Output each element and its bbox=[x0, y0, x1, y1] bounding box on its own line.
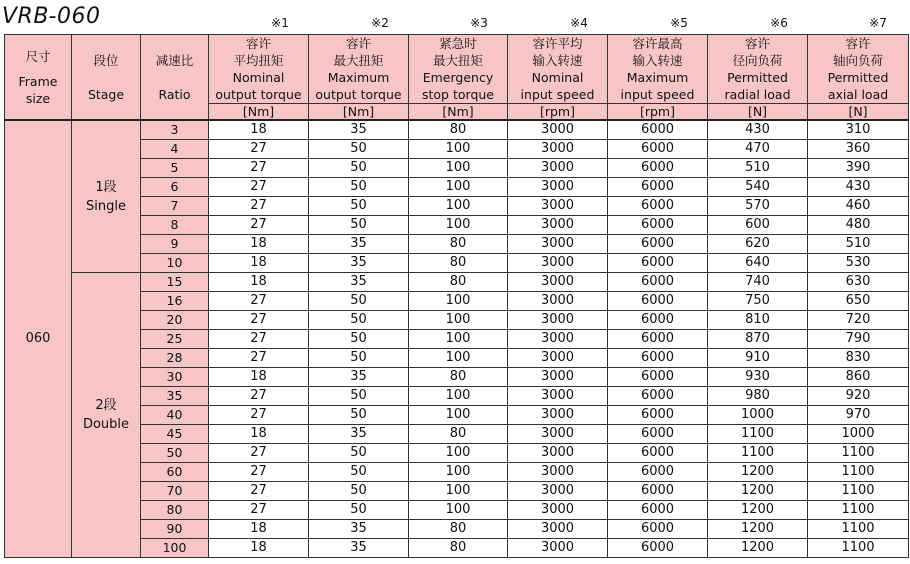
stage-en: Double bbox=[82, 417, 130, 432]
value-cell: 620 bbox=[708, 235, 808, 254]
table-row bbox=[5, 254, 909, 273]
ratio-cell: 8 bbox=[141, 216, 209, 235]
value-cell: 6000 bbox=[608, 387, 708, 406]
header-nominal-output-torque bbox=[209, 35, 309, 104]
header-en: Nominal bbox=[531, 70, 584, 85]
header-cn: 容许 bbox=[744, 36, 770, 51]
value-cell: 100 bbox=[409, 178, 508, 197]
table-row bbox=[5, 178, 909, 197]
note-marker: ※6 bbox=[770, 16, 788, 30]
value-cell: 100 bbox=[409, 311, 508, 330]
value-cell: 1100 bbox=[708, 444, 808, 463]
table-row bbox=[5, 501, 909, 520]
header-permitted-radial-load bbox=[708, 35, 808, 104]
value-cell: 510 bbox=[708, 159, 808, 178]
value-cell: 570 bbox=[708, 197, 808, 216]
value-cell: 1200 bbox=[708, 482, 808, 501]
value-cell: 3000 bbox=[508, 501, 608, 520]
value-cell: 530 bbox=[808, 254, 909, 273]
value-cell: 27 bbox=[209, 311, 309, 330]
value-cell: 6000 bbox=[608, 216, 708, 235]
note-marker: ※2 bbox=[371, 16, 389, 30]
table-row bbox=[5, 197, 909, 216]
header-cn: 容许 bbox=[845, 36, 871, 51]
value-cell: 27 bbox=[209, 349, 309, 368]
value-cell: 3000 bbox=[508, 159, 608, 178]
value-cell: 6000 bbox=[608, 254, 708, 273]
value-cell: 50 bbox=[309, 482, 409, 501]
header-cn: 轴向负荷 bbox=[832, 53, 883, 68]
note-marker: ※5 bbox=[670, 16, 688, 30]
value-cell: 18 bbox=[209, 273, 309, 292]
value-cell: 790 bbox=[808, 330, 909, 349]
value-cell: 100 bbox=[409, 482, 508, 501]
value-cell: 3000 bbox=[508, 425, 608, 444]
table-row bbox=[5, 140, 909, 159]
table-row bbox=[5, 330, 909, 349]
value-cell: 35 bbox=[309, 368, 409, 387]
value-cell: 6000 bbox=[608, 330, 708, 349]
table-row bbox=[5, 539, 909, 558]
note-marker: ※7 bbox=[869, 16, 887, 30]
value-cell: 1100 bbox=[808, 501, 909, 520]
table-row bbox=[5, 425, 909, 444]
value-cell: 50 bbox=[309, 387, 409, 406]
table-row bbox=[5, 159, 909, 178]
header-cn: 平均扭矩 bbox=[233, 53, 284, 68]
table-row bbox=[5, 520, 909, 539]
value-cell: 310 bbox=[808, 120, 909, 140]
header-en: size bbox=[25, 90, 51, 106]
value-cell: 35 bbox=[309, 425, 409, 444]
value-cell: 3000 bbox=[508, 254, 608, 273]
spec-table bbox=[4, 34, 909, 558]
value-cell: 18 bbox=[209, 425, 309, 444]
header-ratio bbox=[141, 35, 209, 121]
header-cn: 段位 bbox=[93, 52, 119, 68]
ratio-cell: 10 bbox=[141, 254, 209, 273]
stage-cell bbox=[72, 273, 141, 558]
value-cell: 6000 bbox=[608, 368, 708, 387]
value-cell: 3000 bbox=[508, 482, 608, 501]
value-cell: 80 bbox=[409, 539, 508, 558]
table-row bbox=[5, 235, 909, 254]
unit-label: [Nm] bbox=[209, 104, 309, 121]
value-cell: 3000 bbox=[508, 140, 608, 159]
value-cell: 6000 bbox=[608, 520, 708, 539]
value-cell: 970 bbox=[808, 406, 909, 425]
value-cell: 720 bbox=[808, 311, 909, 330]
value-cell: 740 bbox=[708, 273, 808, 292]
value-cell: 27 bbox=[209, 178, 309, 197]
value-cell: 650 bbox=[808, 292, 909, 311]
ratio-cell: 4 bbox=[141, 140, 209, 159]
value-cell: 100 bbox=[409, 159, 508, 178]
header-en: Maximum bbox=[327, 70, 390, 85]
header-en: output torque bbox=[215, 87, 302, 102]
value-cell: 6000 bbox=[608, 501, 708, 520]
header-permitted-axial-load bbox=[808, 35, 909, 104]
value-cell: 3000 bbox=[508, 520, 608, 539]
value-cell: 3000 bbox=[508, 273, 608, 292]
value-cell: 50 bbox=[309, 330, 409, 349]
value-cell: 6000 bbox=[608, 273, 708, 292]
value-cell: 3000 bbox=[508, 349, 608, 368]
header-cn: 最大扭矩 bbox=[432, 53, 483, 68]
value-cell: 510 bbox=[808, 235, 909, 254]
value-cell: 750 bbox=[708, 292, 808, 311]
unit-label: [N] bbox=[708, 104, 808, 121]
value-cell: 100 bbox=[409, 444, 508, 463]
value-cell: 360 bbox=[808, 140, 909, 159]
ratio-cell: 28 bbox=[141, 349, 209, 368]
value-cell: 27 bbox=[209, 197, 309, 216]
header-en: Frame bbox=[18, 73, 58, 89]
ratio-cell: 16 bbox=[141, 292, 209, 311]
header-cn: 减速比 bbox=[155, 52, 194, 68]
value-cell: 870 bbox=[708, 330, 808, 349]
value-cell: 6000 bbox=[608, 349, 708, 368]
ratio-cell: 30 bbox=[141, 368, 209, 387]
value-cell: 1100 bbox=[708, 425, 808, 444]
header-maximum-output-torque bbox=[309, 35, 409, 104]
table-row bbox=[5, 387, 909, 406]
value-cell: 3000 bbox=[508, 235, 608, 254]
table-row bbox=[5, 120, 909, 140]
ratio-cell: 25 bbox=[141, 330, 209, 349]
header-cn: 输入转速 bbox=[632, 53, 683, 68]
value-cell: 27 bbox=[209, 463, 309, 482]
value-cell: 6000 bbox=[608, 197, 708, 216]
value-cell: 50 bbox=[309, 349, 409, 368]
value-cell: 18 bbox=[209, 235, 309, 254]
header-en: axial load bbox=[827, 87, 889, 102]
value-cell: 35 bbox=[309, 235, 409, 254]
value-cell: 1000 bbox=[708, 406, 808, 425]
value-cell: 1100 bbox=[808, 482, 909, 501]
header-en: Maximum bbox=[626, 70, 689, 85]
value-cell: 27 bbox=[209, 501, 309, 520]
value-cell: 3000 bbox=[508, 539, 608, 558]
value-cell: 1100 bbox=[808, 539, 909, 558]
value-cell: 3000 bbox=[508, 120, 608, 140]
value-cell: 460 bbox=[808, 197, 909, 216]
table-row bbox=[5, 311, 909, 330]
unit-label: [Nm] bbox=[409, 104, 508, 121]
value-cell: 50 bbox=[309, 140, 409, 159]
value-cell: 100 bbox=[409, 292, 508, 311]
value-cell: 1000 bbox=[808, 425, 909, 444]
value-cell: 80 bbox=[409, 254, 508, 273]
unit-label: [rpm] bbox=[608, 104, 708, 121]
header-en: stop torque bbox=[422, 87, 494, 102]
value-cell: 100 bbox=[409, 406, 508, 425]
value-cell: 50 bbox=[309, 216, 409, 235]
value-cell: 6000 bbox=[608, 178, 708, 197]
ratio-cell: 7 bbox=[141, 197, 209, 216]
value-cell: 1200 bbox=[708, 520, 808, 539]
value-cell: 430 bbox=[708, 120, 808, 140]
header-cn: 最大扭矩 bbox=[333, 53, 384, 68]
value-cell: 6000 bbox=[608, 406, 708, 425]
value-cell: 100 bbox=[409, 349, 508, 368]
frame-size-cell: 060 bbox=[5, 120, 72, 558]
value-cell: 50 bbox=[309, 406, 409, 425]
ratio-cell: 3 bbox=[141, 120, 209, 140]
value-cell: 6000 bbox=[608, 159, 708, 178]
value-cell: 6000 bbox=[608, 482, 708, 501]
note-markers bbox=[210, 16, 910, 34]
value-cell: 3000 bbox=[508, 216, 608, 235]
value-cell: 3000 bbox=[508, 197, 608, 216]
value-cell: 6000 bbox=[608, 463, 708, 482]
table-row bbox=[5, 292, 909, 311]
value-cell: 100 bbox=[409, 216, 508, 235]
value-cell: 930 bbox=[708, 368, 808, 387]
ratio-cell: 100 bbox=[141, 539, 209, 558]
header-en: Permitted bbox=[727, 70, 788, 85]
value-cell: 80 bbox=[409, 520, 508, 539]
table-row bbox=[5, 406, 909, 425]
value-cell: 3000 bbox=[508, 368, 608, 387]
table-row bbox=[5, 482, 909, 501]
value-cell: 18 bbox=[209, 368, 309, 387]
header-cn: 尺寸 bbox=[25, 48, 51, 64]
value-cell: 920 bbox=[808, 387, 909, 406]
value-cell: 430 bbox=[808, 178, 909, 197]
value-cell: 1100 bbox=[808, 463, 909, 482]
value-cell: 1100 bbox=[808, 444, 909, 463]
ratio-cell: 9 bbox=[141, 235, 209, 254]
header-en: Permitted bbox=[827, 70, 889, 85]
value-cell: 18 bbox=[209, 539, 309, 558]
value-cell: 100 bbox=[409, 197, 508, 216]
header-en: input speed bbox=[520, 87, 595, 102]
value-cell: 50 bbox=[309, 463, 409, 482]
value-cell: 6000 bbox=[608, 444, 708, 463]
value-cell: 35 bbox=[309, 520, 409, 539]
table-row bbox=[5, 216, 909, 235]
value-cell: 6000 bbox=[608, 120, 708, 140]
header-cn: 容许平均 bbox=[532, 36, 583, 51]
value-cell: 540 bbox=[708, 178, 808, 197]
value-cell: 80 bbox=[409, 368, 508, 387]
value-cell: 27 bbox=[209, 159, 309, 178]
value-cell: 6000 bbox=[608, 311, 708, 330]
value-cell: 27 bbox=[209, 292, 309, 311]
value-cell: 830 bbox=[808, 349, 909, 368]
value-cell: 100 bbox=[409, 463, 508, 482]
value-cell: 860 bbox=[808, 368, 909, 387]
stage-en: Single bbox=[86, 198, 126, 214]
value-cell: 6000 bbox=[608, 292, 708, 311]
header-en: output torque bbox=[315, 87, 402, 102]
value-cell: 1200 bbox=[708, 501, 808, 520]
page-title: VRB-060 bbox=[2, 4, 101, 29]
value-cell: 50 bbox=[309, 444, 409, 463]
ratio-cell: 50 bbox=[141, 444, 209, 463]
value-cell: 630 bbox=[808, 273, 909, 292]
unit-label: [rpm] bbox=[508, 104, 608, 121]
header-maximum-input-speed bbox=[608, 35, 708, 104]
ratio-cell: 80 bbox=[141, 501, 209, 520]
value-cell: 80 bbox=[409, 273, 508, 292]
header-frame-size bbox=[5, 35, 72, 121]
note-marker: ※4 bbox=[570, 16, 588, 30]
value-cell: 35 bbox=[309, 539, 409, 558]
value-cell: 50 bbox=[309, 178, 409, 197]
header-stage bbox=[72, 35, 141, 121]
header-nominal-input-speed bbox=[508, 35, 608, 104]
value-cell: 27 bbox=[209, 482, 309, 501]
value-cell: 810 bbox=[708, 311, 808, 330]
note-marker: ※3 bbox=[470, 16, 488, 30]
value-cell: 100 bbox=[409, 330, 508, 349]
value-cell: 50 bbox=[309, 311, 409, 330]
stage-cell bbox=[72, 120, 141, 273]
header-cn: 紧急时 bbox=[439, 36, 477, 51]
ratio-cell: 45 bbox=[141, 425, 209, 444]
value-cell: 3000 bbox=[508, 444, 608, 463]
value-cell: 80 bbox=[409, 120, 508, 140]
value-cell: 3000 bbox=[508, 463, 608, 482]
value-cell: 50 bbox=[309, 159, 409, 178]
header-cn: 径向负荷 bbox=[732, 53, 783, 68]
value-cell: 910 bbox=[708, 349, 808, 368]
ratio-cell: 35 bbox=[141, 387, 209, 406]
header-en: Stage bbox=[87, 86, 125, 102]
header-en: Ratio bbox=[158, 86, 191, 102]
header-emergency-stop-torque bbox=[409, 35, 508, 104]
table-row bbox=[5, 463, 909, 482]
header-en: input speed bbox=[620, 87, 695, 102]
value-cell: 18 bbox=[209, 254, 309, 273]
value-cell: 50 bbox=[309, 501, 409, 520]
value-cell: 3000 bbox=[508, 311, 608, 330]
header-cn: 输入转速 bbox=[532, 53, 583, 68]
ratio-cell: 5 bbox=[141, 159, 209, 178]
table-row bbox=[5, 444, 909, 463]
stage-cn: 1段 bbox=[95, 179, 117, 195]
table-row bbox=[5, 349, 909, 368]
ratio-cell: 40 bbox=[141, 406, 209, 425]
value-cell: 1200 bbox=[708, 539, 808, 558]
value-cell: 1200 bbox=[708, 463, 808, 482]
ratio-cell: 20 bbox=[141, 311, 209, 330]
ratio-cell: 60 bbox=[141, 463, 209, 482]
value-cell: 18 bbox=[209, 520, 309, 539]
value-cell: 27 bbox=[209, 216, 309, 235]
unit-label: [N] bbox=[808, 104, 909, 121]
value-cell: 3000 bbox=[508, 330, 608, 349]
value-cell: 27 bbox=[209, 140, 309, 159]
value-cell: 27 bbox=[209, 444, 309, 463]
value-cell: 6000 bbox=[608, 140, 708, 159]
header-en: radial load bbox=[724, 87, 791, 102]
ratio-cell: 15 bbox=[141, 273, 209, 292]
value-cell: 600 bbox=[708, 216, 808, 235]
value-cell: 1100 bbox=[808, 520, 909, 539]
value-cell: 50 bbox=[309, 197, 409, 216]
value-cell: 80 bbox=[409, 235, 508, 254]
table-row bbox=[5, 368, 909, 387]
value-cell: 35 bbox=[309, 120, 409, 140]
value-cell: 6000 bbox=[608, 539, 708, 558]
value-cell: 470 bbox=[708, 140, 808, 159]
value-cell: 980 bbox=[708, 387, 808, 406]
value-cell: 640 bbox=[708, 254, 808, 273]
value-cell: 27 bbox=[209, 330, 309, 349]
value-cell: 100 bbox=[409, 387, 508, 406]
header-cn: 容许 bbox=[245, 36, 271, 51]
ratio-cell: 6 bbox=[141, 178, 209, 197]
ratio-cell: 70 bbox=[141, 482, 209, 501]
value-cell: 50 bbox=[309, 292, 409, 311]
value-cell: 3000 bbox=[508, 178, 608, 197]
ratio-cell: 90 bbox=[141, 520, 209, 539]
value-cell: 35 bbox=[309, 273, 409, 292]
header-en: Nominal bbox=[232, 70, 285, 85]
value-cell: 6000 bbox=[608, 235, 708, 254]
note-marker: ※1 bbox=[271, 16, 289, 30]
value-cell: 100 bbox=[409, 140, 508, 159]
header-cn: 容许最高 bbox=[632, 36, 683, 51]
value-cell: 80 bbox=[409, 425, 508, 444]
stage-cn: 2段 bbox=[95, 398, 117, 413]
value-cell: 27 bbox=[209, 406, 309, 425]
value-cell: 480 bbox=[808, 216, 909, 235]
value-cell: 18 bbox=[209, 120, 309, 140]
value-cell: 390 bbox=[808, 159, 909, 178]
value-cell: 3000 bbox=[508, 387, 608, 406]
header-cn: 容许 bbox=[345, 36, 371, 51]
table-body bbox=[5, 120, 909, 558]
value-cell: 35 bbox=[309, 254, 409, 273]
value-cell: 3000 bbox=[508, 292, 608, 311]
value-cell: 27 bbox=[209, 387, 309, 406]
value-cell: 100 bbox=[409, 501, 508, 520]
unit-label: [Nm] bbox=[309, 104, 409, 121]
table-row bbox=[5, 273, 909, 292]
value-cell: 6000 bbox=[608, 425, 708, 444]
value-cell: 3000 bbox=[508, 406, 608, 425]
header-en: Emergency bbox=[422, 70, 494, 85]
